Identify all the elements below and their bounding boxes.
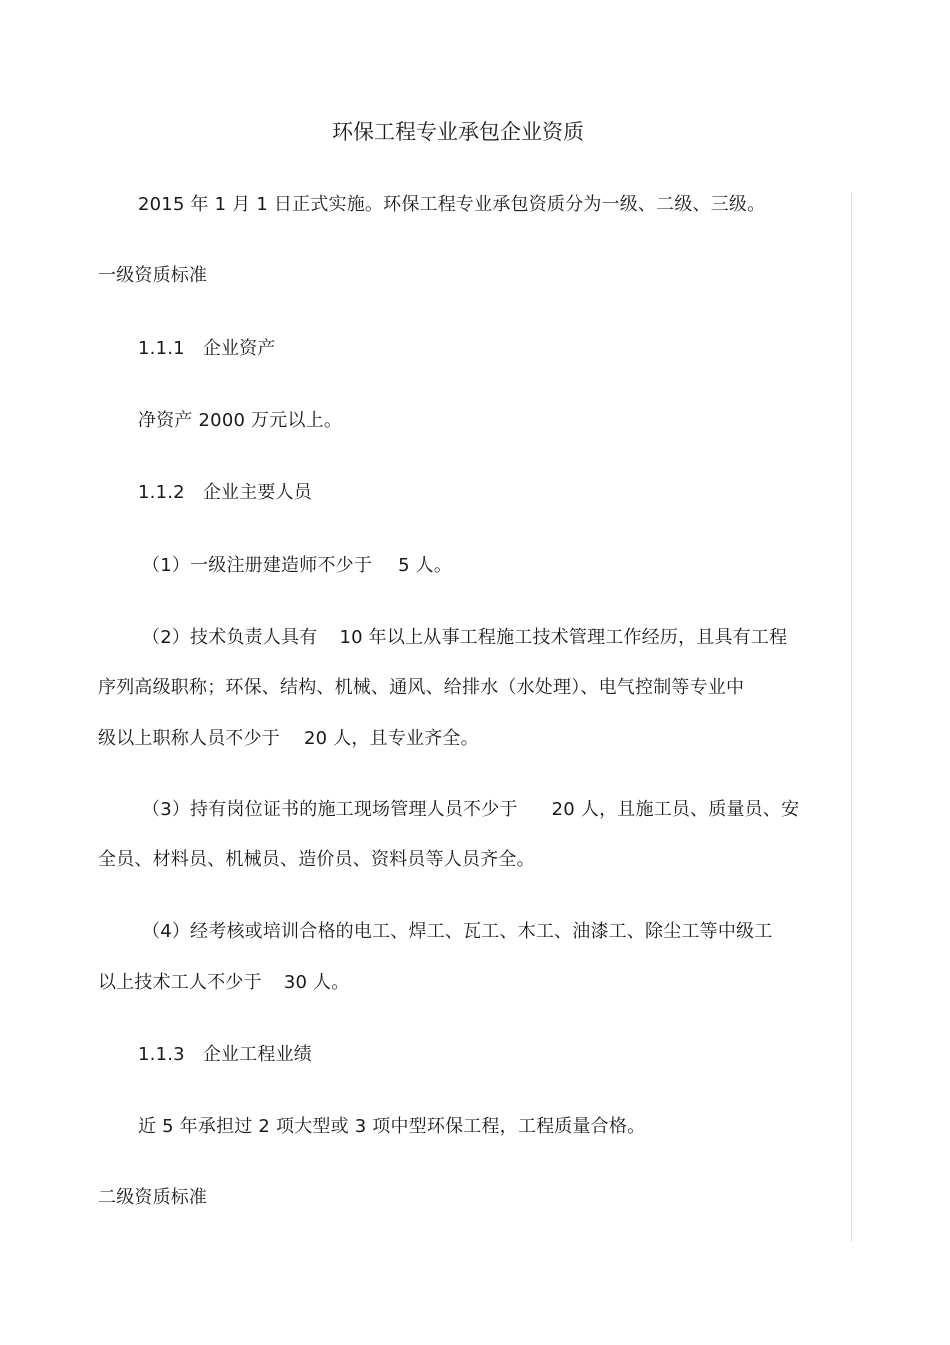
- personnel-item-3-line-2: 全员、材料员、机械员、造价员、资料员等人员齐全。: [98, 849, 535, 870]
- personnel-item-2-line-1: [142, 627, 787, 649]
- item-text: 级以上职称人员不少于: [98, 728, 280, 749]
- personnel-item-2-line-2: 序列高级职称；环保、结构、机械、通风、给排水（水处理）、电气控制等专业中: [98, 677, 745, 698]
- personnel-item-4-line-2: [98, 972, 349, 994]
- subsection-title: 企业主要人员: [202, 482, 313, 503]
- margin-rule: [851, 192, 852, 1242]
- document-title: 环保工程专业承包企业资质: [332, 120, 584, 144]
- item-text: 5 人。: [398, 555, 453, 576]
- subsection-title: 企业工程业绩: [202, 1044, 313, 1065]
- item-text: （3）持有岗位证书的施工现场管理人员不少于: [142, 799, 518, 820]
- section-heading-level-1: 一级资质标准: [98, 265, 208, 286]
- subsection-1-1-2: [138, 482, 312, 504]
- net-assets-text: 净资产 2000 万元以上。: [138, 410, 343, 431]
- item-text: 以上技术工人不少于: [98, 972, 262, 993]
- performance-text: 近 5 年承担过 2 项大型或 3 项中型环保工程，工程质量合格。: [138, 1116, 646, 1137]
- personnel-item-2-line-3: [98, 728, 479, 750]
- subsection-number: 1.1.1: [138, 338, 185, 359]
- subsection-1-1-1: [138, 338, 276, 360]
- item-text: 10 年以上从事工程施工技术管理工作经历，且具有工程: [339, 627, 788, 648]
- item-text: 20 人，且施工员、质量员、安: [551, 799, 800, 820]
- personnel-item-1: [142, 555, 452, 577]
- personnel-item-3-line-1: [142, 799, 799, 821]
- item-text: （2）技术负责人具有: [142, 627, 318, 648]
- item-text: （1）一级注册建造师不少于: [142, 555, 373, 576]
- item-text: 20 人，且专业齐全。: [304, 728, 479, 749]
- subsection-number: 1.1.3: [138, 1044, 185, 1065]
- item-text: 30 人。: [283, 972, 350, 993]
- section-heading-level-2: 二级资质标准: [98, 1187, 208, 1208]
- personnel-item-4-line-1: （4）经考核或培训合格的电工、焊工、瓦工、木工、油漆工、除尘工等中级工: [142, 921, 773, 942]
- subsection-1-1-3: [138, 1044, 312, 1066]
- intro-paragraph: 2015 年 1 月 1 日正式实施。环保工程专业承包资质分为一级、二级、三级。: [138, 194, 766, 215]
- subsection-number: 1.1.2: [138, 482, 185, 503]
- subsection-title: 企业资产: [202, 338, 276, 359]
